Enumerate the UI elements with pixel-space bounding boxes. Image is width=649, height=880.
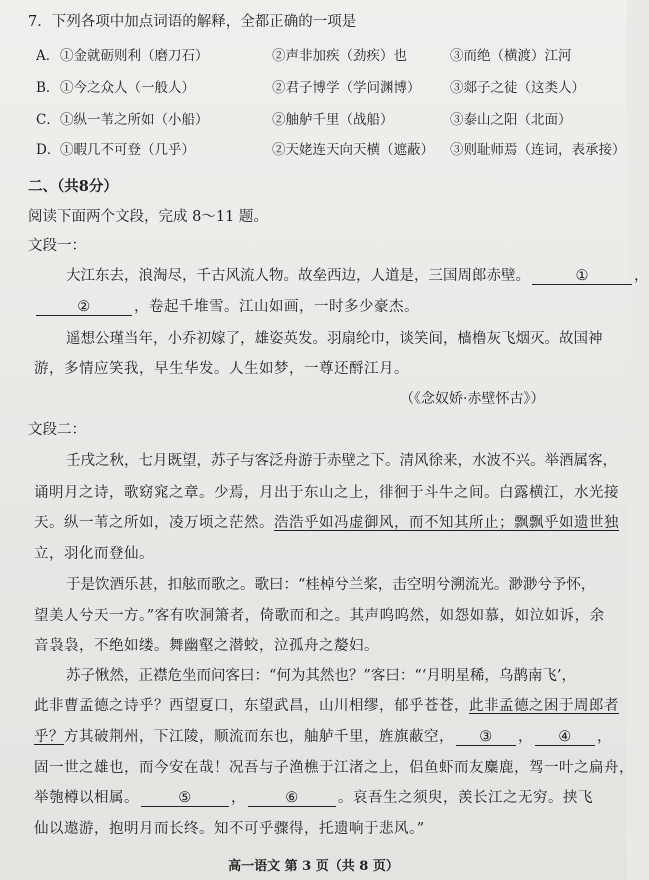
passage-2-line: 立，羽化而登仙。 — [34, 546, 154, 562]
passage-2-line — [34, 786, 593, 807]
passage-2-line: 诵明月之诗，歌窈窕之章。少焉，月出于东山之上，徘徊于斗牛之间。白露横江，水光接 — [34, 485, 619, 501]
blank-2: ② — [36, 299, 132, 316]
passage-2-line — [34, 725, 612, 746]
option-letter: A． — [36, 48, 60, 64]
option-item-2: ②君子博学（学问渊博） — [272, 80, 421, 96]
option-item-2: ②舳舻千里（战船） — [272, 112, 394, 128]
passage-1-line: 游，多情应笑我，早生华发。人生如梦，一尊还酹江月。 — [34, 361, 409, 377]
passage-2-line: 于是饮酒乐甚，扣舷而歌之。歌曰：“桂棹兮兰桨，击空明兮溯流光。渺渺兮予怀， — [66, 577, 596, 593]
punctuation: ， — [518, 729, 533, 745]
passage-2-line: 苏子愀然，正襟危坐而问客曰：“何为其然也？”客曰：“‘月明星稀，乌鹊南飞’， — [66, 668, 576, 684]
option-letter: D． — [36, 142, 61, 158]
option-item-3: ③则耻师焉（连词，表承接） — [450, 142, 626, 158]
passage-2-line: 仙以遨游，抱明月而长终。知不可乎骤得，托遗响于悲风。” — [34, 821, 425, 837]
blank-6: ⑥ — [248, 790, 336, 807]
option-item-3: ③泰山之阳（北面） — [450, 112, 572, 128]
question-7-stem: 7．下列各项中加点词语的解释，全都正确的一项是 — [28, 14, 357, 30]
blank-1: ① — [532, 268, 632, 285]
option-item-2: ②天姥连天向天横（遮蔽） — [272, 142, 434, 158]
blank-5: ⑤ — [141, 790, 229, 807]
passage-1-line: 遥想公瑾当年，小乔初嫁了，雄姿英发。羽扇纶巾，谈笑间，樯橹灰飞烟灭。故国神 — [66, 331, 603, 347]
passage-2-label: 文段二： — [28, 422, 86, 438]
option-item-1: ①暇几不可登（几乎） — [60, 142, 195, 158]
option-item-1: ①纵一苇之所如（小船） — [60, 112, 209, 128]
option-letter: B． — [36, 80, 60, 96]
option-letter: C． — [36, 112, 60, 128]
passage-text: 。哀吾生之须臾，羡长江之无穷。挟飞 — [338, 790, 593, 806]
punctuation: ， — [231, 790, 246, 806]
passage-text: 方其破荆州，下江陵，顺流而东也，舳舻千里，旌旗蔽空， — [64, 729, 454, 745]
passage-2-line: 壬戌之秋，七月既望，苏子与客泛舟游于赤壁之下。清风徐来，水波不兴。举酒属客， — [66, 453, 617, 469]
passage-text: ，卷起千堆雪。江山如画，一时多少豪杰。 — [134, 299, 419, 315]
passage-2-line — [34, 694, 619, 715]
option-item-1: ①今之众人（一般人） — [60, 80, 195, 96]
passage-1-label: 文段一： — [28, 238, 86, 254]
blank-4: ④ — [535, 729, 595, 746]
option-item-3: ③而绝（横渡）江河 — [450, 48, 572, 64]
passage-2-line — [34, 511, 619, 532]
blank-3: ③ — [456, 729, 516, 746]
section-intro: 阅读下面两个文段，完成 8～11 题。 — [28, 209, 268, 225]
punctuation: ， — [597, 729, 612, 745]
option-item-3: ③郯子之徒（这类人） — [450, 80, 585, 96]
underlined-sentence: 浩浩乎如冯虚御风，而不知其所止；飘飘乎如遗世独 — [274, 515, 619, 531]
page-footer: 高一语文 第 3 页（共 8 页） — [228, 859, 399, 874]
passage-text: 举匏樽以相属。 — [34, 790, 139, 806]
passage-1-line — [34, 295, 419, 316]
punctuation: ， — [634, 268, 649, 284]
passage-text: 天。纵一苇之所如，凌万顷之茫然。 — [34, 515, 274, 531]
passage-2-line: 音袅袅，不绝如缕。舞幽壑之潜蛟，泣孤舟之嫠妇。 — [34, 638, 379, 654]
section-title: 二、（共8分） — [28, 178, 118, 195]
passage-text: 此非曹孟德之诗乎？西望夏口，东望武昌，山川相缪，郁乎苍苍， — [34, 698, 469, 714]
underlined-sentence: 此非孟德之困于周郎者 — [469, 698, 619, 714]
option-item-1: ①金就砺则利（磨刀石） — [60, 48, 209, 64]
passage-2-line: 固一世之雄也，而今安在哉！况吾与子渔樵于江渚之上，侣鱼虾而友麋鹿，驾一叶之扁舟， — [34, 760, 634, 776]
option-item-2: ②声非加疾（劲疾）也 — [272, 48, 407, 64]
passage-text: 大江东去，浪淘尽，千古风流人物。故垒西边，人道是，三国周郎赤壁。 — [66, 268, 530, 284]
passage-1-source: （《念奴娇·赤壁怀古》） — [400, 391, 545, 407]
underlined-sentence: 乎？ — [34, 729, 64, 745]
passage-2-line: 望美人兮天一方。”客有吹洞箫者，倚歌而和之。其声呜呜然，如怨如慕，如泣如诉，余 — [34, 608, 605, 624]
passage-1-line — [66, 264, 649, 285]
